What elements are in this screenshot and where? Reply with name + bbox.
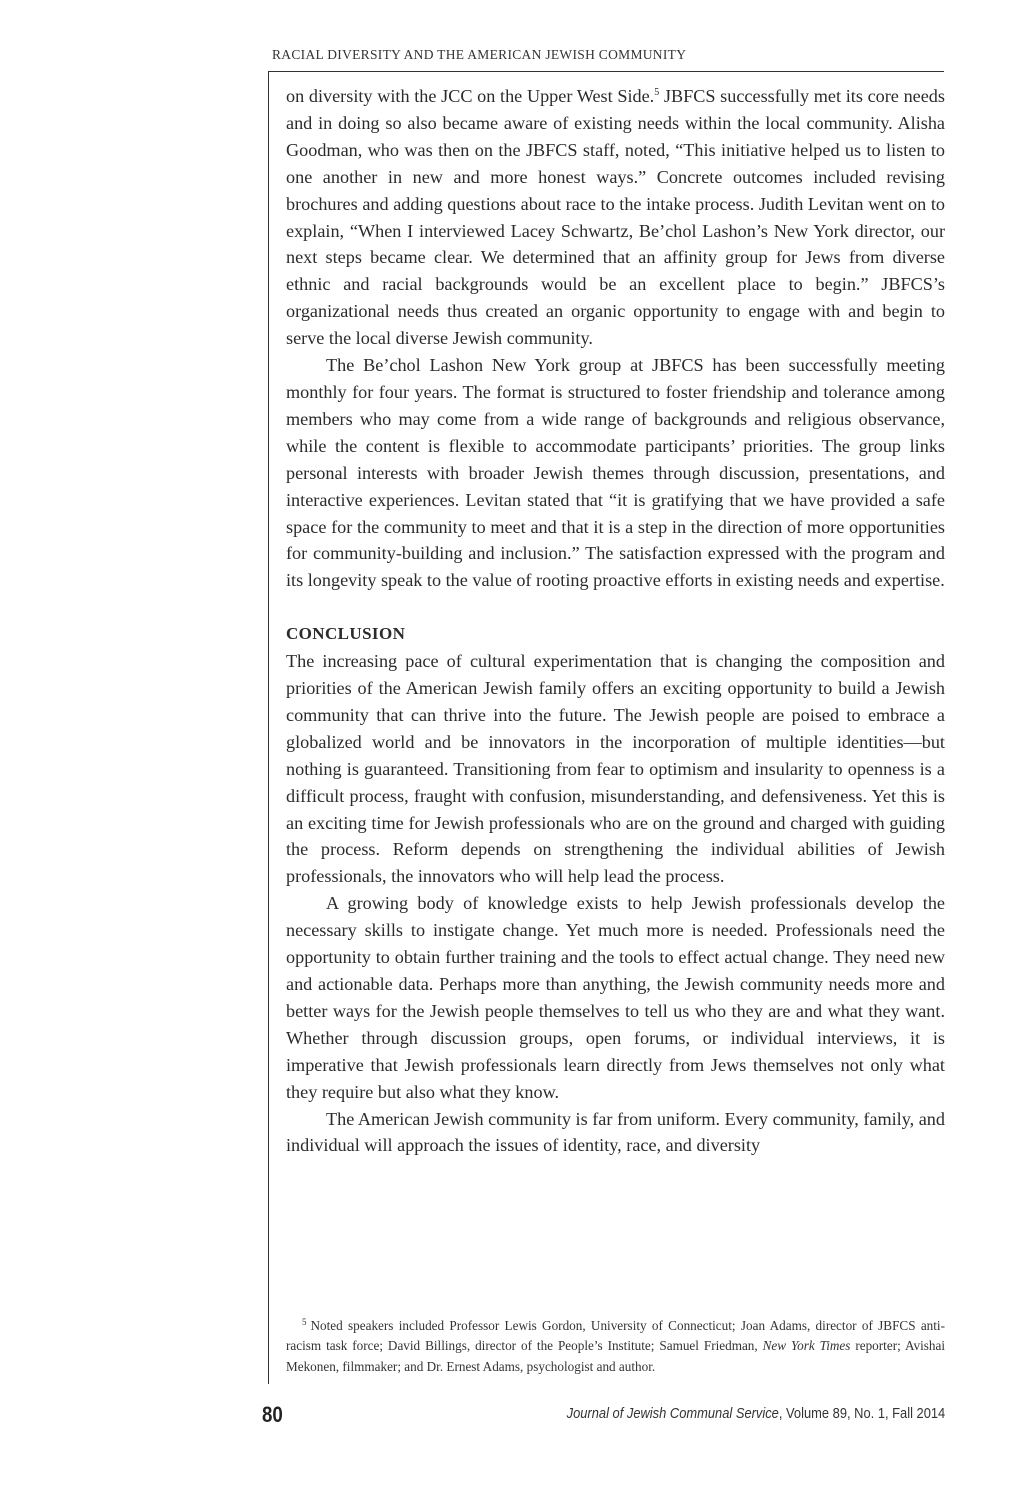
left-rule (268, 71, 269, 1384)
footnote-italic: New York Times (762, 1338, 851, 1354)
page-number: 80 (262, 1402, 283, 1427)
paragraph-3: The increasing pace of cultural experimentation that is changing the composition and priorities of the American Jewish family offers an exciting opportunity to build a Jewish community that can thrive into the future. The Jewish people are poised to embrace a globalized world and be innovators in the incorporation of multiple identities—but nothing is guaranteed. Transitioning from fear to optimism and insularity to openness is a difficult process, fraught with confusion, misunderstanding, and defensiveness. Yet this is an exciting time for Jewish professionals who are on the ground and charged with guiding the process. Reform depends on strengthening the individual abilities of Jewish professionals, the innovators who will help lead the process. (286, 651, 945, 887)
main-text (286, 83, 945, 1159)
journal-info: , Volume 89, No. 1, Fall 2014 (778, 1405, 945, 1422)
paragraph-1-start: on diversity with the JCC on the Upper West Side. (286, 86, 655, 106)
running-head: RACIAL DIVERSITY AND THE AMERICAN JEWISH COMMUNITY (272, 47, 687, 62)
paragraph-2: The Be’chol Lashon New York group at JBFCS has been successfully meeting monthly for four years. The format is structured to foster friendship and tolerance among members who may come from a wide range of backgrounds and religious observance, while the content is flexible to accommodate participants’ priorities. The group links personal interests with broader Jewish themes through discussion, presentations, and interactive experiences. Levitan stated that “it is gratifying that we have provided a safe space for the community to meet and that it is a step in the direction of more opportunities for community-building and inclusion.” The satisfaction expressed with the program and its longevity speak to the value of rooting proactive efforts in existing needs and expertise. (286, 355, 945, 591)
footnote-reference[interactable]: 5 (654, 86, 660, 98)
journal-title: Journal of Jewish Communal Service (566, 1405, 779, 1422)
paragraph-5: The American Jewish community is far from uniform. Every community, family, and individual will approach the issues of identity, race, and diversity (286, 1108, 945, 1156)
footnote-5 (286, 1316, 945, 1377)
journal-footer (566, 1405, 945, 1422)
footnote-text-start: Noted speakers included Professor Lewis Gordon, University of Connecticut; Joan Adams, director of JBFCS anti-racism task force; David Billings, director of the People’s Institute; Samuel Friedman, (286, 1318, 945, 1354)
paragraph-4: A growing body of knowledge exists to help Jewish professionals develop the necessary skills to instigate change. Yet much more is needed. Professionals need the opportunity to obtain further training and the tools to effect actual change. They need new and actionable data. Perhaps more than anything, the Jewish community needs more and better ways for the Jewish people themselves to tell us who they are and what they want. Whether through discussion groups, open forums, or individual interviews, it is imperative that Jewish professionals learn directly from Jews themselves not only what they require but also what they know. (286, 893, 945, 1102)
paragraph-1-rest: JBFCS successfully met its core needs and in doing so also became aware of existing needs within the local community. Alisha Goodman, who was then on the JBFCS staff, noted, “This initiative helped us to listen to one another in new and more honest ways.” Concrete outcomes included revising brochures and adding questions about race to the intake process. Judith Levitan went on to explain, “When I interviewed Lacey Schwartz, Be’chol Lashon’s New York director, our next steps became clear. We determined that an affinity group for Jews from diverse ethnic and racial backgrounds would be an excellent place to begin.” JBFCS’s organizational needs thus created an organic opportunity to engage with and begin to serve the local diverse Jewish community. (286, 86, 945, 349)
paragraph-1 (286, 83, 945, 352)
footnote-text-end: reporter; Avishai Mekonen, filmmaker; and Dr. Ernest Adams, psychologist and author. (286, 1338, 945, 1374)
section-heading: CONCLUSION (286, 624, 406, 644)
footnote-mark: 5 (302, 1316, 307, 1327)
top-rule (268, 71, 944, 72)
footnotes (286, 1316, 945, 1377)
